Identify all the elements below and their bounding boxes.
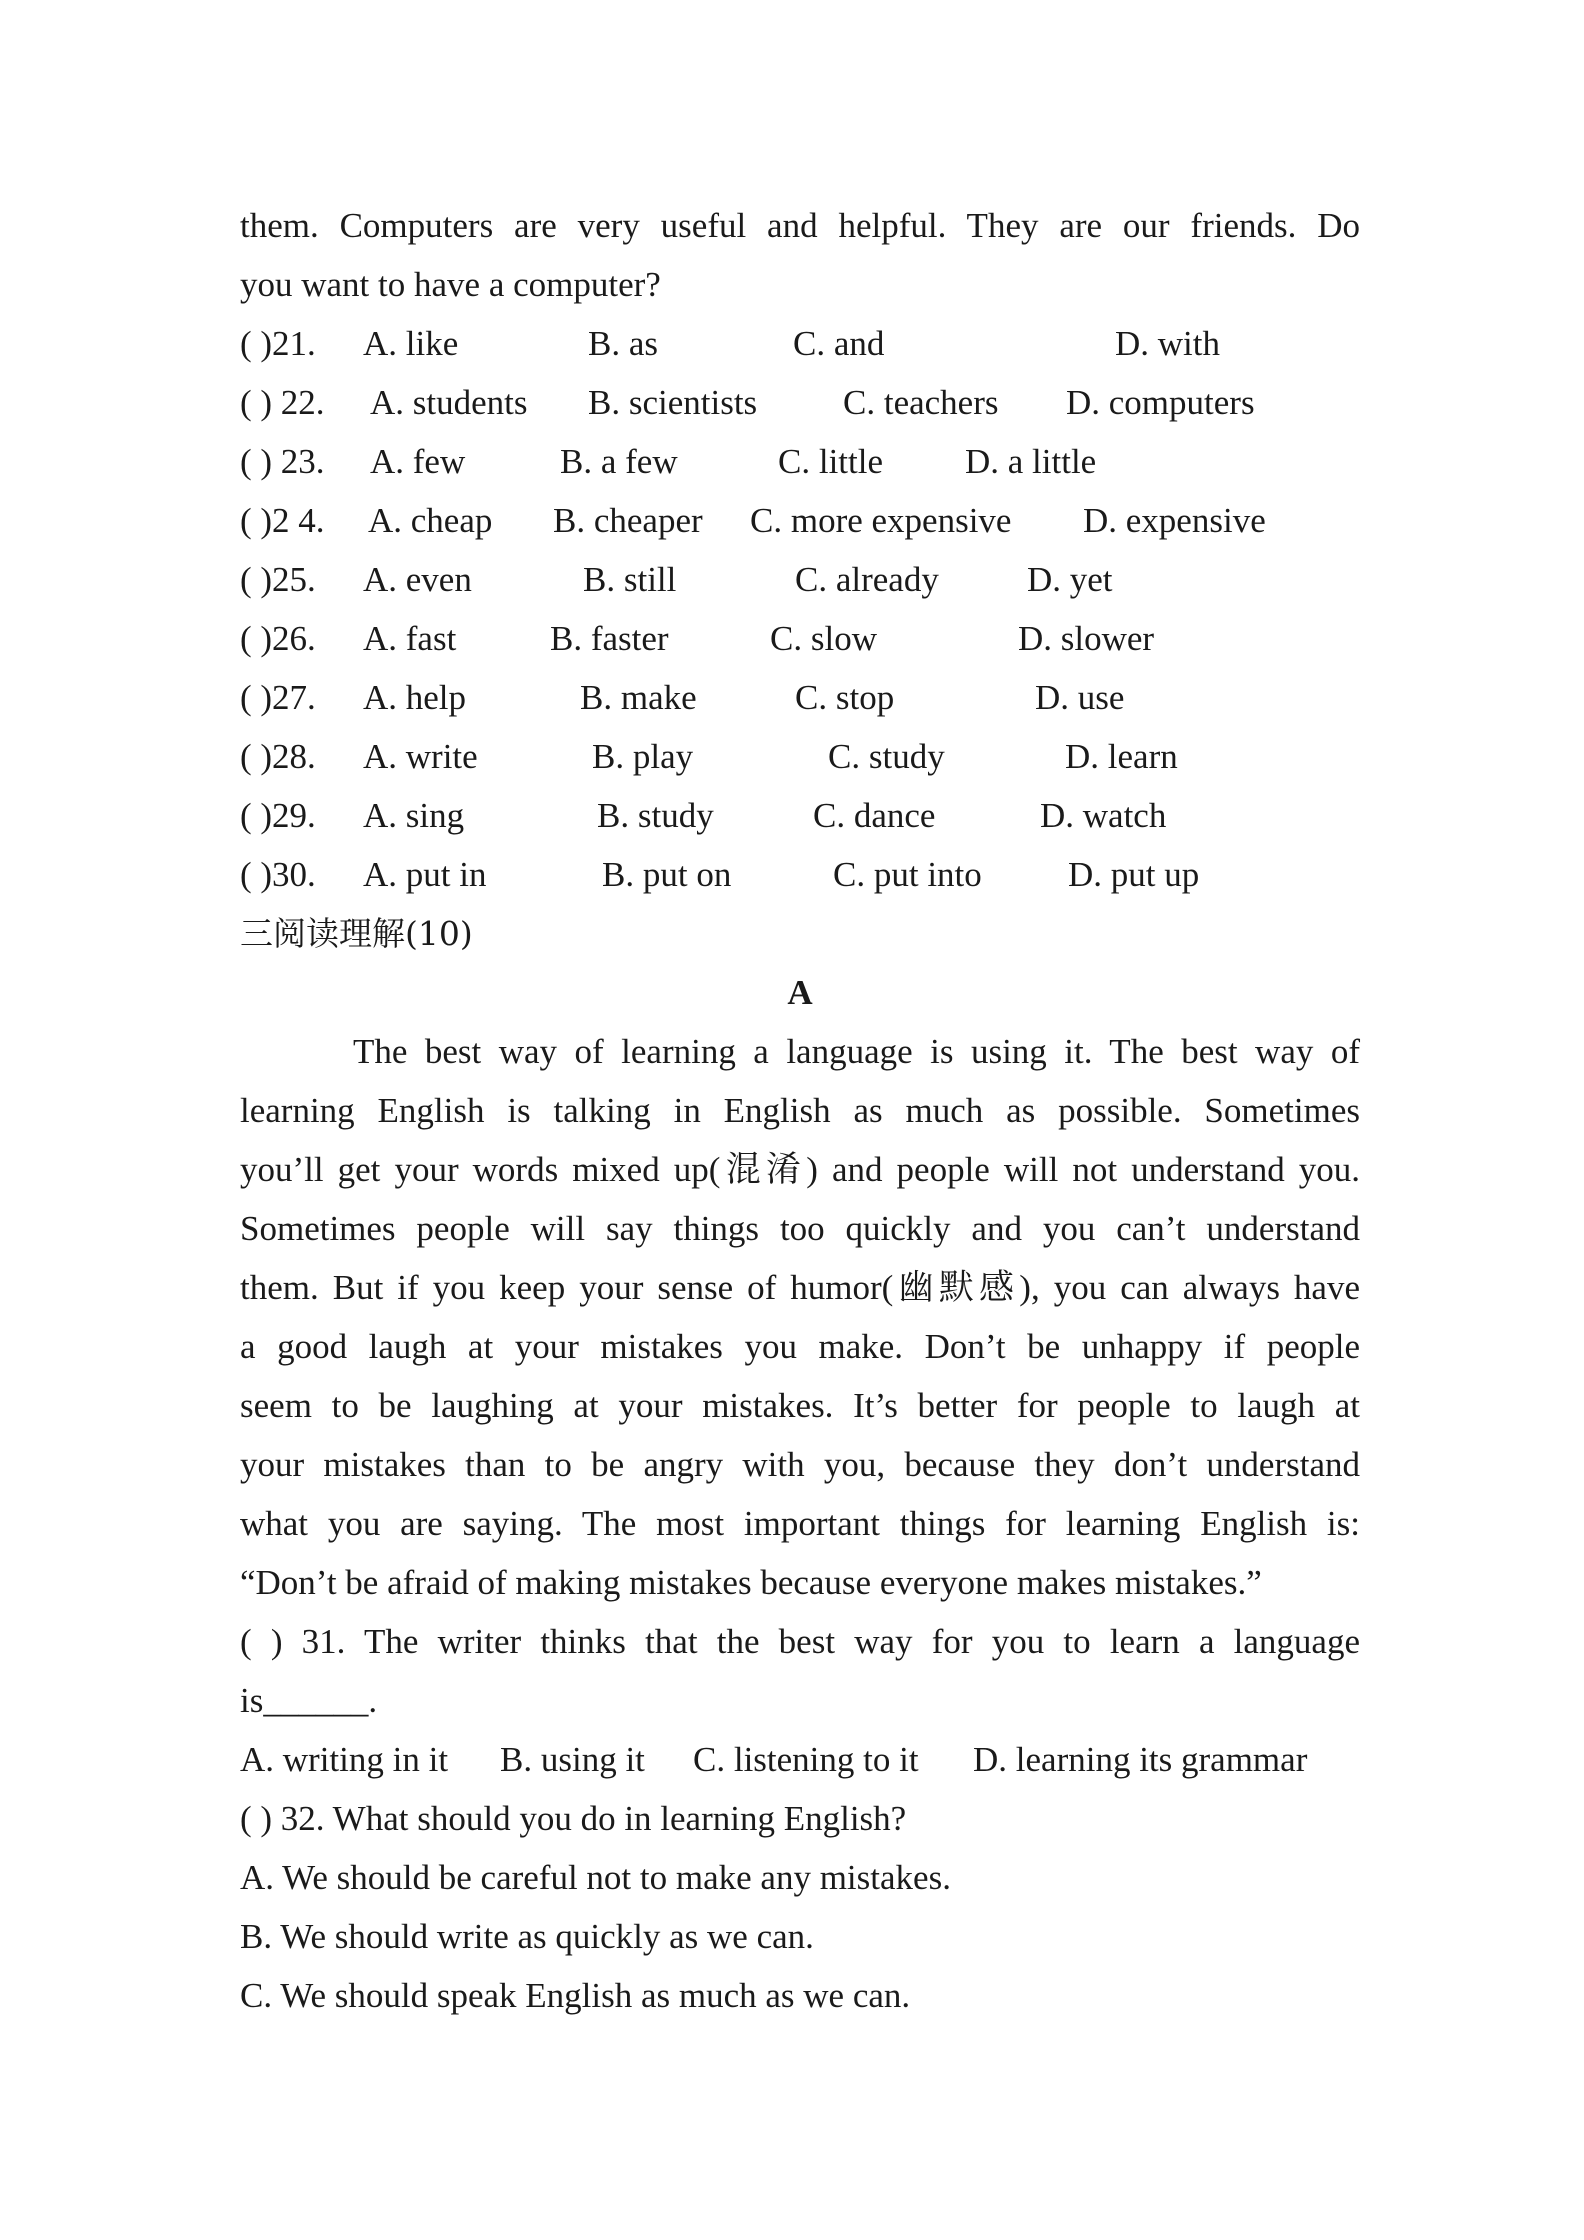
option-c: C. teachers bbox=[843, 383, 999, 422]
passage-end-line-2: you want to have a computer? bbox=[240, 265, 661, 304]
passage-line-10: “Don’t be afraid of making mistakes because everyone makes mistakes.” bbox=[240, 1563, 1262, 1602]
question-number: ( )26. bbox=[240, 619, 316, 658]
question-32-option-c: C. We should speak English as much as we can. bbox=[240, 1976, 911, 2015]
option-a: A. put in bbox=[363, 855, 487, 894]
question-number: ( )2 4. bbox=[240, 501, 325, 540]
option-a: A. cheap bbox=[368, 501, 493, 540]
option-d: D. with bbox=[1115, 324, 1220, 363]
question-number: ( ) 23. bbox=[240, 442, 325, 481]
cloze-question-30 bbox=[240, 845, 1360, 904]
option-b: B. make bbox=[580, 678, 697, 717]
question-number: ( )29. bbox=[240, 796, 316, 835]
option-b: B. play bbox=[592, 737, 694, 776]
option-a: A. writing in it bbox=[240, 1740, 449, 1779]
option-d: D. learning its grammar bbox=[973, 1740, 1308, 1779]
option-d: D. a little bbox=[965, 442, 1097, 481]
cloze-question-27 bbox=[240, 668, 1360, 727]
cloze-question-24 bbox=[240, 491, 1360, 550]
option-a: A. write bbox=[363, 737, 478, 776]
option-d: D. yet bbox=[1027, 560, 1113, 599]
option-c: C. little bbox=[778, 442, 883, 481]
option-b: B. scientists bbox=[588, 383, 758, 422]
option-b: B. faster bbox=[550, 619, 669, 658]
option-c: C. put into bbox=[833, 855, 982, 894]
passage-line-7: seem to be laughing at your mistakes. It’s better for people to laugh at bbox=[240, 1386, 1360, 1425]
option-b: B. as bbox=[588, 324, 658, 363]
option-b: B. study bbox=[597, 796, 714, 835]
option-a: A. students bbox=[370, 383, 528, 422]
passage-line-9: what you are saying. The most important things for learning English is: bbox=[240, 1504, 1360, 1543]
section-heading-reading: 三阅读理解(10) bbox=[240, 914, 473, 953]
question-number: ( )30. bbox=[240, 855, 316, 894]
question-32-option-b: B. We should write as quickly as we can. bbox=[240, 1917, 814, 1956]
question-number: ( )25. bbox=[240, 560, 316, 599]
passage-line-6: a good laugh at your mistakes you make. Don’t be unhappy if people bbox=[240, 1327, 1360, 1366]
cloze-question-22 bbox=[240, 373, 1360, 432]
question-32-option-a: A. We should be careful not to make any mistakes. bbox=[240, 1858, 951, 1897]
option-d: D. put up bbox=[1068, 855, 1200, 894]
option-d: D. expensive bbox=[1083, 501, 1266, 540]
question-number: ( )27. bbox=[240, 678, 316, 717]
question-32-stem: ( ) 32. What should you do in learning English? bbox=[240, 1799, 907, 1838]
question-31-options bbox=[240, 1730, 1360, 1789]
option-b: B. using it bbox=[500, 1740, 645, 1779]
passage-line-1: The best way of learning a language is using it. The best way of bbox=[353, 1032, 1360, 1071]
option-c: C. and bbox=[793, 324, 885, 363]
question-31-stem-cont: is______. bbox=[240, 1681, 378, 1720]
option-a: A. few bbox=[370, 442, 466, 481]
option-a: A. sing bbox=[363, 796, 465, 835]
option-d: D. learn bbox=[1065, 737, 1178, 776]
option-c: C. study bbox=[828, 737, 945, 776]
passage-line-4: Sometimes people will say things too quickly and you can’t understand bbox=[240, 1209, 1360, 1248]
option-c: C. slow bbox=[770, 619, 877, 658]
cloze-question-26 bbox=[240, 609, 1360, 668]
option-c: C. more expensive bbox=[750, 501, 1012, 540]
option-a: A. like bbox=[363, 324, 459, 363]
option-a: A. even bbox=[363, 560, 472, 599]
cloze-question-28 bbox=[240, 727, 1360, 786]
option-c: C. dance bbox=[813, 796, 936, 835]
option-d: D. computers bbox=[1066, 383, 1255, 422]
option-b: B. put on bbox=[602, 855, 732, 894]
option-a: A. help bbox=[363, 678, 467, 717]
passage-line-5: them. But if you keep your sense of humor(幽默感), you can always have bbox=[240, 1268, 1360, 1307]
passage-line-8: your mistakes than to be angry with you, because they don’t understand bbox=[240, 1445, 1360, 1484]
option-d: D. slower bbox=[1018, 619, 1155, 658]
option-d: D. watch bbox=[1040, 796, 1167, 835]
passage-end-line-1: them. Computers are very useful and helpful. They are our friends. Do bbox=[240, 206, 1360, 245]
option-c: C. listening to it bbox=[693, 1740, 919, 1779]
question-31-stem: ( ) 31. The writer thinks that the best way for you to learn a language bbox=[240, 1622, 1360, 1661]
cloze-question-29 bbox=[240, 786, 1360, 845]
option-c: C. already bbox=[795, 560, 939, 599]
question-number: ( )21. bbox=[240, 324, 316, 363]
option-d: D. use bbox=[1035, 678, 1125, 717]
option-c: C. stop bbox=[795, 678, 895, 717]
option-b: B. a few bbox=[560, 442, 678, 481]
question-number: ( )28. bbox=[240, 737, 316, 776]
cloze-question-25 bbox=[240, 550, 1360, 609]
exam-page bbox=[240, 196, 1360, 2025]
passage-line-2: learning English is talking in English as much as possible. Sometimes bbox=[240, 1091, 1360, 1130]
passage-line-3: you’ll get your words mixed up(混淆) and people will not understand you. bbox=[240, 1150, 1360, 1189]
option-a: A. fast bbox=[363, 619, 457, 658]
cloze-question-23 bbox=[240, 432, 1360, 491]
option-b: B. still bbox=[583, 560, 677, 599]
question-number: ( ) 22. bbox=[240, 383, 325, 422]
cloze-question-21 bbox=[240, 314, 1360, 373]
option-b: B. cheaper bbox=[553, 501, 703, 540]
passage-letter: A bbox=[787, 973, 813, 1012]
